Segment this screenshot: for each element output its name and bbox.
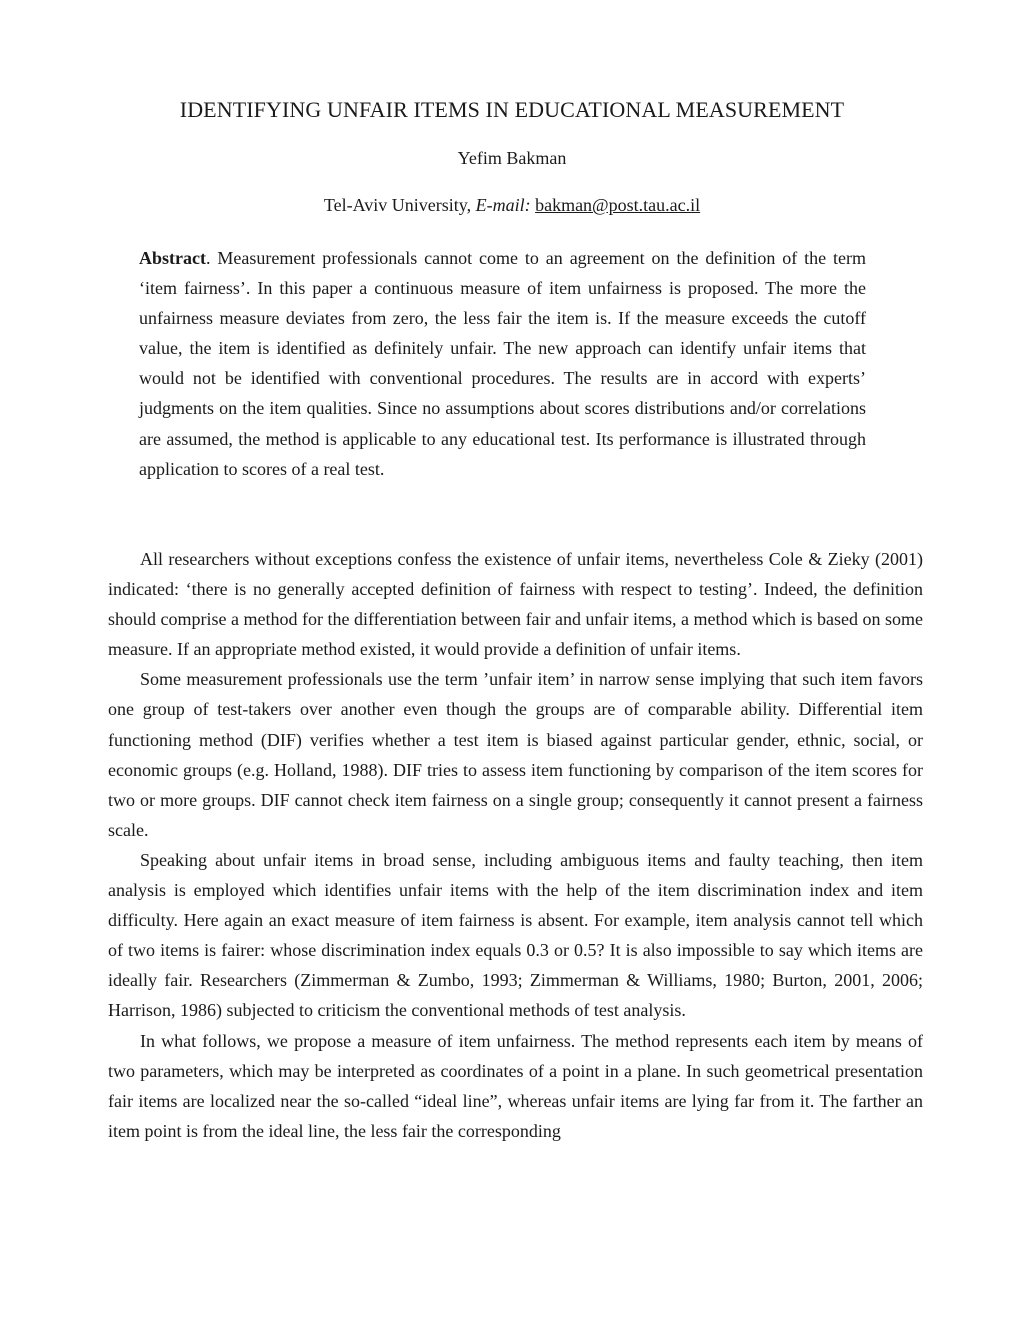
body-paragraph: Some measurement professionals use the term ’unfair item’ in narrow sense implying that such item favors one group of test-takers over another even though the groups are of comparable ability. Differential item functioning method (DIF) verifies whether a test item is biased against particular gender, ethnic, social, or economic groups (e.g. Holland, 1988). DIF tries to assess item functioning by comparison of the item scores for two or more groups. DIF cannot check item fairness on a single group; consequently it cannot present a fairness scale. [108, 669, 923, 840]
body-paragraph: Speaking about unfair items in broad sense, including ambiguous items and faulty teaching, then item analysis is employed which identifies unfair items with the help of the item discrimination index and item difficulty. Here again an exact measure of item fairness is absent. For example, item analysis cannot tell which of two items is fairer: whose discrimination index equals 0.3 or 0.5? It is also impossible to say which items are ideally fair. Researchers (Zimmerman & Zumbo, 1993; Zimmerman & Williams, 1980; Burton, 2001, 2006; Harrison, 1986) subjected to criticism the conventional methods of test analysis. [108, 849, 923, 1021]
body-text [108, 544, 923, 1146]
email-link[interactable]: bakman@post.tau.ac.il [535, 195, 701, 215]
abstract-label: Abstract [139, 248, 206, 268]
body-paragraph: In what follows, we propose a measure of item unfairness. The method represents each item by means of two parameters, which may be interpreted as coordinates of a point in a plane. In such geometrical presentation fair items are localized near the so-called “ideal line”, whereas unfair items are lying far from it. The farther an item point is from the ideal line, the less fair the corresponding [108, 1030, 923, 1141]
paper-title: IDENTIFYING UNFAIR ITEMS IN EDUCATIONAL MEASUREMENT [179, 97, 845, 122]
abstract-text: . Measurement professionals cannot come to an agreement on the definition of the term ‘item fairness’. In this paper a continuous measure of item unfairness is proposed. The more the unfairness measure deviates from zero, the less fair the item is. If the measure exceeds the cutoff value, the item is identified as definitely unfair. The new approach can identify unfair items that would not be identified with conventional procedures. The results are in accord with experts’ judgments on the item qualities. Since no assumptions about scores distributions and/or correlations are assumed, the method is applicable to any educational test. Its performance is illustrated through application to scores of a real test. [139, 248, 866, 479]
email-label: E-mail: [475, 195, 531, 215]
body-paragraph: All researchers without exceptions confess the existence of unfair items, nevertheless Cole & Zieky (2001) indicated: ‘there is no generally accepted definition of fairness with respect to testing’. Indeed, the definition should comprise a method for the differentiation between fair and unfair items, a method which is based on some measure. If an appropriate method existed, it would provide a definition of unfair items. [108, 549, 923, 660]
author-name: Yefim Bakman [457, 148, 567, 168]
abstract [139, 243, 866, 484]
affiliation-text: Tel-Aviv University, [323, 195, 476, 215]
author-affiliation [0, 193, 1024, 217]
